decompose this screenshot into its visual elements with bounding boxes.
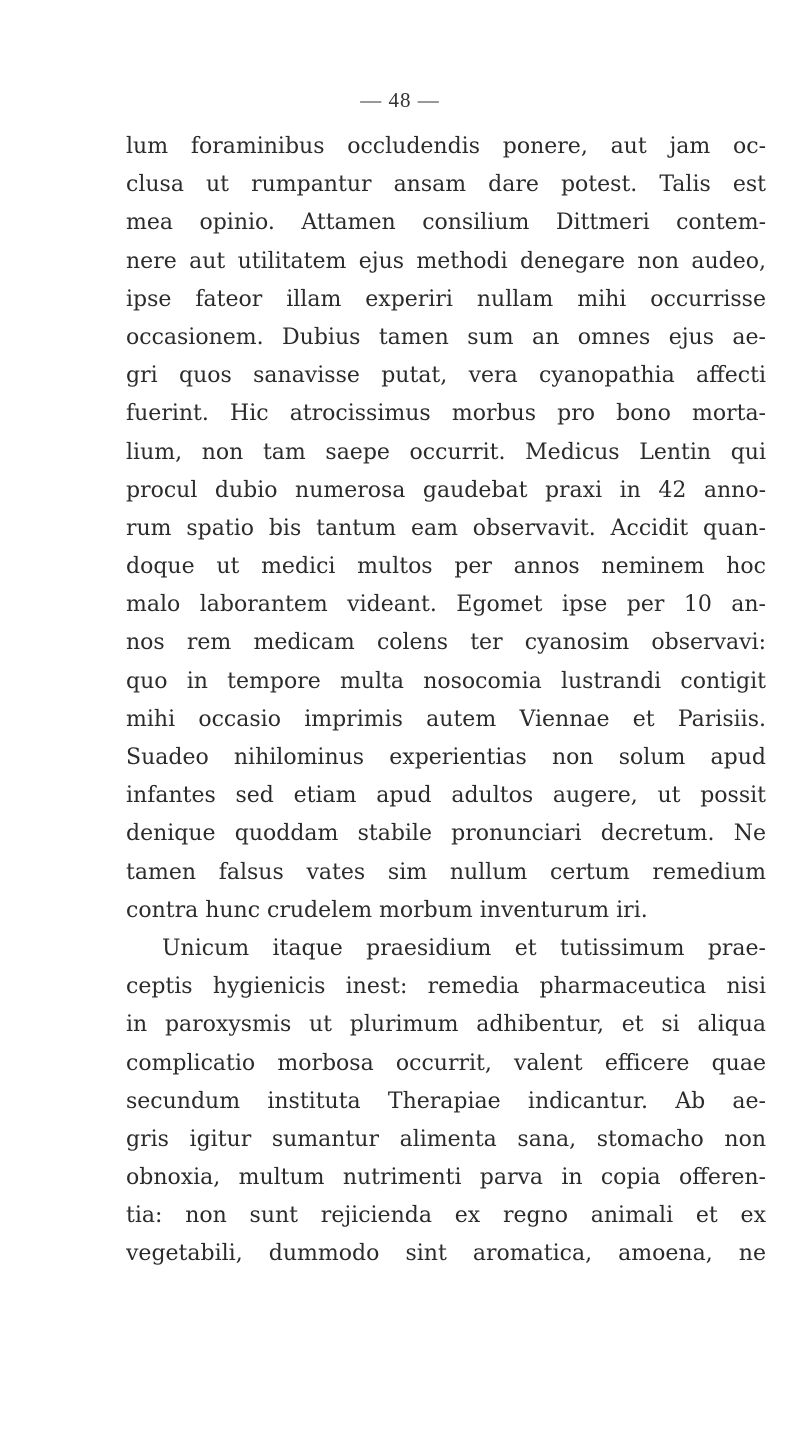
paragraph-2: [126, 930, 766, 1274]
text-line: infantes sed etiam apud adultos augere, ut possit: [126, 783, 766, 809]
text-line: in paroxysmis ut plurimum adhibentur, et si aliqua: [126, 1012, 766, 1038]
paragraph-1: [126, 128, 766, 930]
text-line: ipse fateor illam experiri nullam mihi occurrisse: [126, 286, 766, 312]
body-text: [126, 128, 766, 1274]
text-line: Unicum itaque praesidium et tutissimum prae-: [162, 935, 766, 961]
text-line: Suadeo nihilominus experientias non solum apud: [126, 745, 766, 770]
text-line: fuerint. Hic atrocissimus morbus pro bono morta-: [126, 401, 766, 427]
text-line: nere aut utilitatem ejus methodi denegare non audeo,: [126, 248, 766, 274]
text-line: doque ut medici multos per annos neminem hoc: [126, 554, 766, 580]
text-line: tia: non sunt rejicienda ex regno animali et ex: [126, 1203, 766, 1229]
text-line: lium, non tam saepe occurrit. Medicus Lentin qui: [126, 439, 766, 465]
text-line: denique quoddam stabile pronunciari decretum. Ne: [126, 821, 766, 847]
text-line: clusa ut rumpantur ansam dare potest. Talis est: [126, 172, 766, 198]
text-line: rum spatio bis tantum eam observavit. Accidit quan-: [126, 515, 766, 541]
text-line: tamen falsus vates sim nullum certum remedium: [126, 859, 766, 885]
text-line: gris igitur sumantur alimenta sana, stomacho non: [126, 1126, 766, 1152]
text-line: vegetabili, dummodo sint aromatica, amoena, ne: [126, 1241, 766, 1267]
text-line: contra hunc crudelem morbum inventurum iri.: [126, 897, 648, 923]
text-line: lum foraminibus occludendis ponere, aut jam oc-: [126, 134, 766, 159]
text-line: occasionem. Dubius tamen sum an omnes ejus ae-: [126, 324, 766, 350]
text-line: quo in tempore multa nosocomia lustrandi contigit: [126, 668, 766, 694]
text-line: obnoxia, multum nutrimenti parva in copia offeren-: [126, 1165, 766, 1191]
text-line: secundum instituta Therapiae indicantur. Ab ae-: [126, 1088, 766, 1114]
text-line: nos rem medicam colens ter cyanosim observavi:: [126, 630, 766, 656]
text-line: ceptis hygienicis inest: remedia pharmaceutica nisi: [126, 974, 766, 1000]
text-line: complicatio morbosa occurrit, valent efficere quae: [126, 1050, 766, 1076]
text-line: gri quos sanavisse putat, vera cyanopathia affecti: [126, 363, 766, 389]
text-line: malo laborantem videant. Egomet ipse per 10 an-: [126, 592, 766, 618]
text-line: mea opinio. Attamen consilium Dittmeri contem-: [126, 210, 766, 236]
text-line: mihi occasio imprimis autem Viennae et Parisiis.: [126, 706, 766, 732]
text-line: procul dubio numerosa gaudebat praxi in 42 anno-: [126, 477, 766, 503]
page-number: — 48 —: [360, 88, 440, 112]
